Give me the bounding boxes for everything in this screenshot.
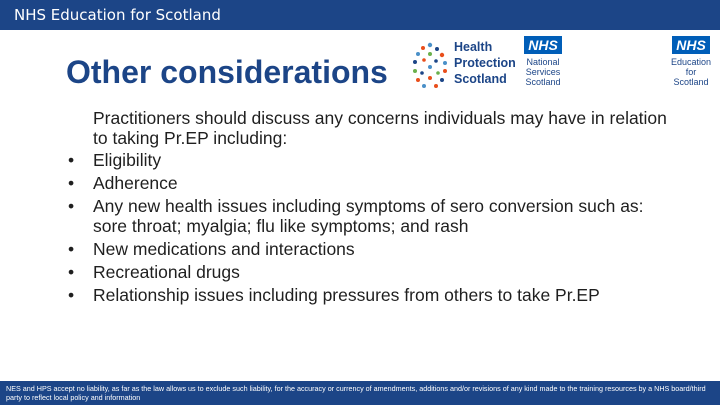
nes-line-3: Scotland <box>673 77 709 87</box>
dots-icon <box>412 40 448 92</box>
list-item <box>62 196 672 236</box>
list-item <box>62 150 672 170</box>
organisation-name: NHS Education for Scotland <box>14 6 221 24</box>
disclaimer-text: NES and HPS accept no liability, as far as the law allows us to exclude such liability, for the accuracy or currency of amendments, additions and/or revisions of any kind made to the training resources by a NHS board/third party to reflect local policy and information <box>6 384 706 402</box>
bullet-icon: • <box>68 285 75 305</box>
list-item-text: Recreational drugs <box>93 262 240 282</box>
hps-line-1: Health <box>454 40 493 54</box>
list-item <box>62 262 672 282</box>
list-item <box>62 173 672 193</box>
slide-title: Other considerations <box>66 54 388 90</box>
hps-wordmark <box>454 39 516 87</box>
bullet-icon: • <box>68 150 75 170</box>
hps-line-3: Scotland <box>454 72 507 86</box>
consideration-list <box>62 150 672 305</box>
slide-body <box>62 108 672 308</box>
list-item-text: Adherence <box>93 173 178 193</box>
nhs-education-scotland-logo <box>665 36 717 100</box>
list-item-text: Eligibility <box>93 150 162 170</box>
bullet-icon: • <box>68 173 75 193</box>
nes-line-1: Education <box>670 57 712 67</box>
bullet-icon: • <box>68 196 75 216</box>
intro-text: Practitioners should discuss any concerns individuals may have in relation to taking Pr.EP including: <box>93 108 667 148</box>
nhs-badge: NHS <box>524 36 562 54</box>
nss-line-3: Scotland <box>525 77 561 87</box>
nes-line-2: for <box>685 67 697 77</box>
nhs-national-services-scotland-logo <box>516 36 570 96</box>
list-item-text: Any new health issues including symptoms of sero conversion such as: sore throat; myalgia; flu like symptoms; and rash <box>93 196 644 236</box>
nes-wordmark <box>665 57 717 87</box>
nss-line-2: Services <box>525 67 561 77</box>
list-item <box>62 239 672 259</box>
footer-banner <box>0 381 720 405</box>
bullet-icon: • <box>68 262 75 282</box>
list-item-text: New medications and interactions <box>93 239 355 259</box>
list-item-text: Relationship issues including pressures from others to take Pr.EP <box>93 285 600 305</box>
top-banner <box>0 0 720 30</box>
health-protection-scotland-logo <box>412 36 514 96</box>
nhs-badge: NHS <box>672 36 710 54</box>
bullet-icon: • <box>68 239 75 259</box>
nss-wordmark <box>516 57 570 87</box>
list-item <box>62 285 672 305</box>
hps-line-2: Protection <box>454 56 516 70</box>
nss-line-1: National <box>526 57 560 67</box>
